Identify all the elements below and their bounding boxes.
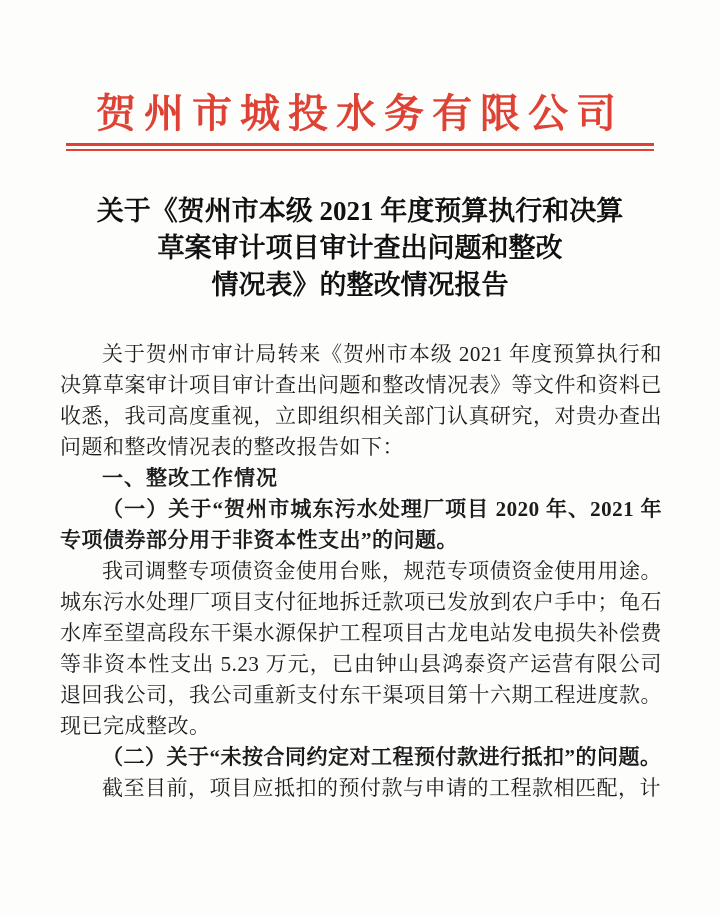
paragraph-problem-1-response: 我司调整专项债资金使用台账，规范专项债资金使用用途。城东污水处理厂项目支付征地拆迁款项已发放到农户手中；龟石水库至望高段东干渠水源保护工程项目古龙电站发电损失补偿费等非资本性支出 5.23 万元，已由钟山县鸿泰资产运营有限公司退回我公司，我公司重新支付东干渠项目第十六期工程进度款。现已完成整改。 <box>60 559 662 738</box>
section-heading-rectification-work: 一、整改工作情况 <box>102 467 278 490</box>
item-heading-problem-2: （二）关于“未按合同约定对工程预付款进行抵扣”的问题。 <box>102 745 662 769</box>
paragraph-problem-2-response: 截至目前，项目应抵扣的预付款与申请的工程款相匹配，计 <box>102 776 661 800</box>
company-name: 贺州市城投水务有限公司 <box>96 91 624 136</box>
document-title-line-3: 情况表》的整改情况报告 <box>211 270 509 300</box>
paragraph-intro: 关于贺州市审计局转来《贺州市本级 2021 年度预算执行和决算草案审计项目审计查出问题和整改情况表》等文件和资料已收悉，我司高度重视，立即组织相关部门认真研究，对贵办查出问题和整改情况表的整改报告如下： <box>60 342 662 459</box>
item-heading-problem-1: （一）关于“贺州市城东污水处理厂项目 2020 年、2021 年专项债券部分用于非资本性支出”的问题。 <box>60 497 662 552</box>
document-title-line-1: 关于《贺州市本级 2021 年度预算执行和决算 <box>96 196 624 226</box>
document-title <box>0 193 720 304</box>
letterhead-divider-double-rule <box>66 143 654 149</box>
document-body <box>60 339 662 804</box>
document-title-line-2: 草案审计项目审计查出问题和整改 <box>157 233 563 263</box>
letterhead <box>0 0 720 149</box>
